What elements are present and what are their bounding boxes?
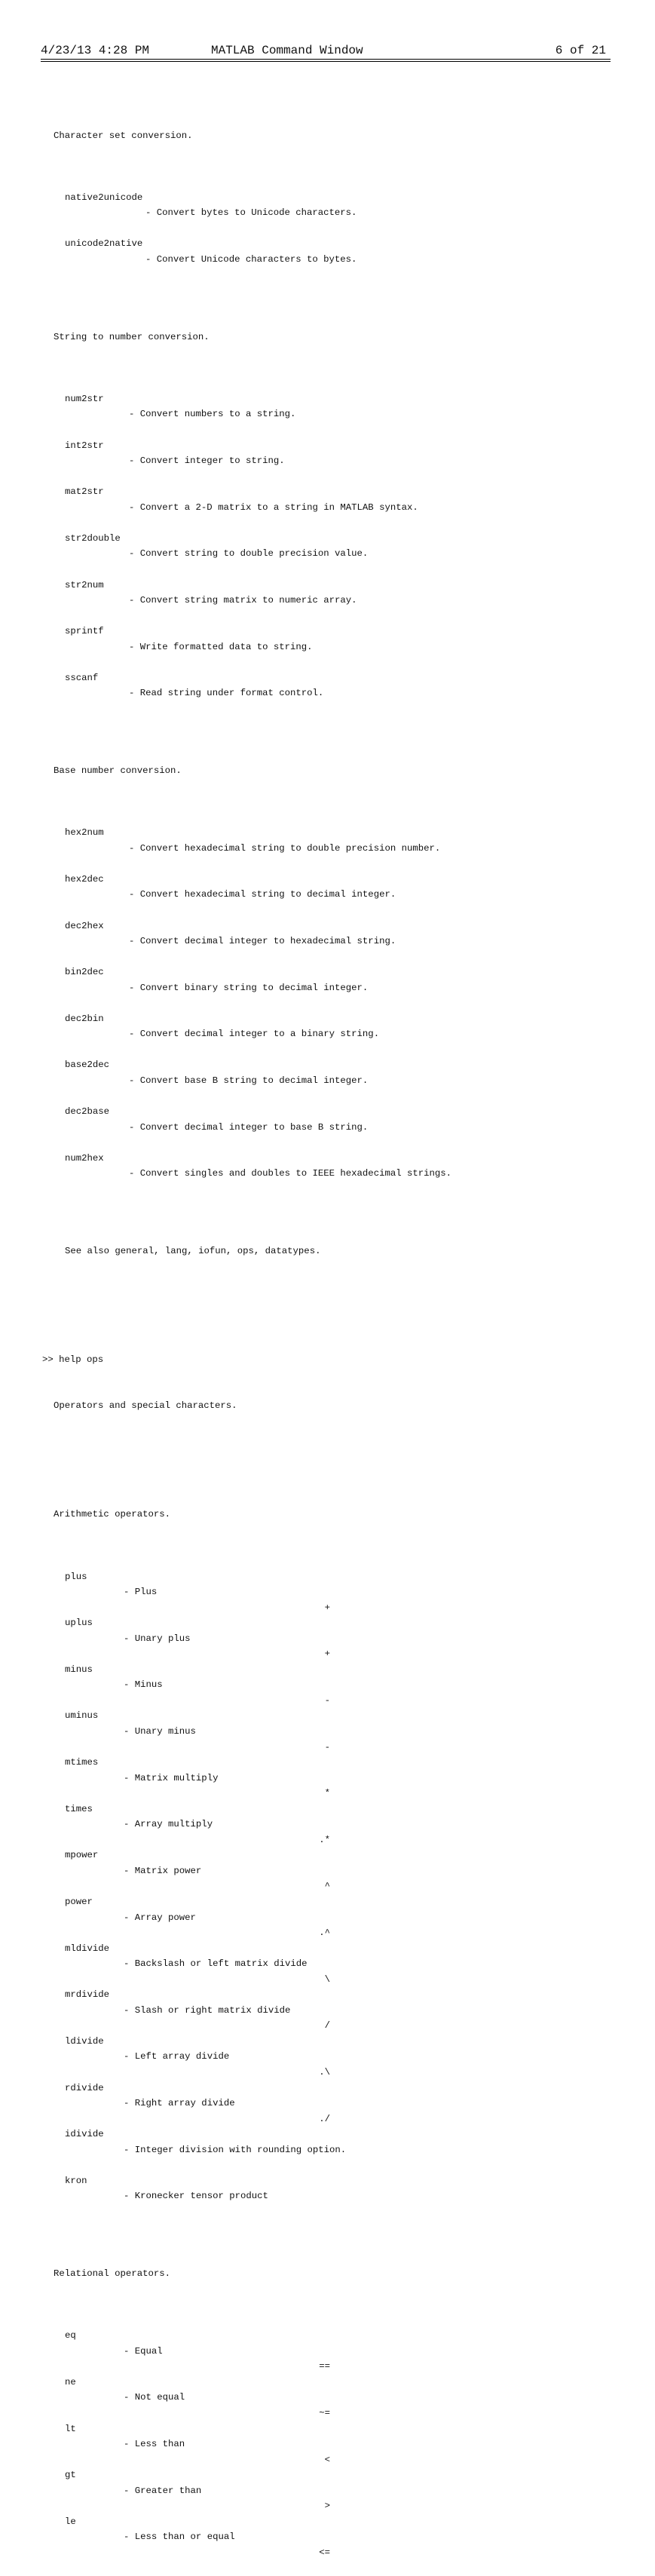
help-entry <box>0 856 655 900</box>
function-description: - Convert binary string to decimal integer. <box>129 982 369 993</box>
help-entry <box>0 1089 655 1133</box>
operator-entry <box>0 1972 655 2032</box>
operator-symbol: .\ <box>319 2067 330 2078</box>
function-description: - Unary plus <box>124 1633 191 1644</box>
function-name: ldivide <box>65 2035 104 2047</box>
operator-entry <box>0 1600 655 1660</box>
function-name: uminus <box>65 1710 99 1722</box>
function-description: - Convert hexadecimal string to double precision number. <box>129 842 441 854</box>
operator-entry <box>0 2111 655 2155</box>
function-name: minus <box>65 1664 93 1675</box>
function-name: native2unicode <box>65 192 143 203</box>
help-entry <box>0 422 655 467</box>
section-title-arithmetic: Arithmetic operators. <box>54 1509 170 1520</box>
operator-entry <box>0 1786 655 1845</box>
help-entry <box>0 810 655 854</box>
operator-entry <box>0 1832 655 1892</box>
function-description: - Less than or equal <box>124 2532 235 2543</box>
header-title: MATLAB Command Window <box>211 44 363 57</box>
function-description: - Read string under format control. <box>129 688 324 699</box>
function-name: str2double <box>65 532 121 544</box>
operator-symbol: \ <box>324 1973 330 1985</box>
operator-entry <box>0 2498 655 2558</box>
function-name: gt <box>65 2470 76 2481</box>
help-entry <box>0 655 655 699</box>
operator-symbol: / <box>324 2020 330 2032</box>
operator-entry <box>0 2452 655 2512</box>
operator-symbol: * <box>324 1788 330 1799</box>
blank-line <box>0 1445 655 1461</box>
help-entry <box>0 1135 655 1179</box>
function-name: idivide <box>65 2129 104 2140</box>
operator-entry <box>0 2313 655 2372</box>
function-name: plus <box>65 1571 87 1582</box>
operator-symbol: <= <box>319 2547 330 2558</box>
operator-symbol: .* <box>319 1834 330 1845</box>
ops-title: Operators and special characters. <box>54 1400 237 1412</box>
operator-entry <box>0 2065 655 2124</box>
section-title-charset: Character set conversion. <box>54 130 193 141</box>
function-name: sprintf <box>65 626 104 637</box>
command-prompt: >> help ops <box>42 1354 104 1365</box>
function-name: mldivide <box>65 1943 110 1954</box>
function-description: - Less than <box>124 2439 185 2450</box>
help-entry <box>0 609 655 652</box>
function-name: base2dec <box>65 1060 110 1071</box>
operator-symbol: - <box>324 1741 330 1753</box>
function-description: - Convert decimal integer to hexadecimal string. <box>129 936 396 947</box>
function-name: ne <box>65 2376 76 2387</box>
function-description: - Greater than <box>124 2485 202 2496</box>
function-description: - Kronecker tensor product <box>124 2191 268 2202</box>
function-name: num2hex <box>65 1152 104 1164</box>
operator-symbol: == <box>319 2361 330 2372</box>
blank-line <box>0 2204 655 2220</box>
function-description: - Convert string to double precision value. <box>129 548 369 560</box>
function-description: - Plus <box>124 1587 158 1598</box>
function-description: - Convert base B string to decimal integer. <box>129 1075 369 1086</box>
function-description: - Matrix multiply <box>124 1772 219 1783</box>
function-name: kron <box>65 2175 87 2186</box>
operator-symbol: + <box>324 1648 330 1660</box>
operator-entry <box>0 1740 655 1799</box>
help-entry <box>0 1042 655 1086</box>
function-description: - Convert hexadecimal string to decimal integer. <box>129 889 396 900</box>
help-entry <box>0 515 655 560</box>
help-entry <box>0 562 655 606</box>
function-description: - Convert decimal integer to a binary string. <box>129 1029 380 1040</box>
operator-entry <box>0 2359 655 2419</box>
function-name: dec2hex <box>65 920 104 931</box>
operator-symbol: + <box>324 1602 330 1613</box>
function-description: - Convert singles and doubles to IEEE hexadecimal strings. <box>129 1168 452 1179</box>
operator-entry <box>0 2157 655 2202</box>
function-description: - Array power <box>124 1912 196 1923</box>
function-description: - Slash or right matrix divide <box>124 2004 291 2016</box>
section-title-relational: Relational operators. <box>54 2268 170 2280</box>
operator-symbol: - <box>324 1694 330 1706</box>
help-entry <box>0 174 655 219</box>
header-date: 4/23/13 4:28 PM <box>41 44 150 57</box>
help-entry <box>0 949 655 993</box>
operator-symbol: ^ <box>324 1881 330 1892</box>
function-name: hex2num <box>65 827 104 839</box>
function-name: times <box>65 1803 93 1814</box>
function-name: num2str <box>65 393 104 404</box>
blank-line <box>0 1290 655 1306</box>
section-title-string-to-number: String to number conversion. <box>54 331 210 342</box>
function-description: - Minus <box>124 1679 163 1691</box>
function-description: - Convert string matrix to numeric array. <box>129 595 357 606</box>
function-description: - Backslash or left matrix divide <box>124 1958 308 1970</box>
operator-symbol: ./ <box>319 2113 330 2124</box>
function-description: - Integer division with rounding option. <box>124 2144 347 2155</box>
function-name: unicode2native <box>65 238 143 250</box>
function-name: mpower <box>65 1850 99 1861</box>
operator-entry <box>0 1925 655 1985</box>
function-name: le <box>65 2516 76 2527</box>
blank-line <box>0 1182 655 1198</box>
operator-symbol: > <box>324 2501 330 2512</box>
help-entry <box>0 903 655 947</box>
function-name: str2num <box>65 579 104 590</box>
function-description: - Not equal <box>124 2392 185 2403</box>
function-name: uplus <box>65 1618 93 1629</box>
function-description: - Convert integer to string. <box>129 455 285 467</box>
command-output <box>0 81 655 2558</box>
function-name: mat2str <box>65 486 104 498</box>
section-title-base-number: Base number conversion. <box>54 765 182 777</box>
function-name: lt <box>65 2423 76 2434</box>
function-name: dec2base <box>65 1106 110 1118</box>
function-description: - Left array divide <box>124 2051 230 2062</box>
operator-symbol: < <box>324 2454 330 2465</box>
function-description: - Matrix power <box>124 1865 202 1876</box>
function-description: - Equal <box>124 2345 163 2357</box>
function-description: - Write formatted data to string. <box>129 641 313 652</box>
function-name: hex2dec <box>65 873 104 885</box>
function-description: - Convert decimal integer to base B string. <box>129 1121 369 1133</box>
help-entry <box>0 221 655 265</box>
help-entry <box>0 376 655 420</box>
function-description: - Convert bytes to Unicode characters. <box>145 207 357 219</box>
operator-entry <box>0 1693 655 1753</box>
operator-symbol: ~= <box>319 2408 330 2419</box>
page-header <box>41 42 611 60</box>
function-name: power <box>65 1896 93 1907</box>
function-description: - Unary minus <box>124 1725 196 1737</box>
operator-entry <box>0 2406 655 2465</box>
operator-entry <box>0 1878 655 1939</box>
function-name: eq <box>65 2330 76 2341</box>
see-also: See also general, lang, iofun, ops, datatypes. <box>65 1246 321 1257</box>
function-description: - Right array divide <box>124 2098 235 2109</box>
help-entry <box>0 995 655 1040</box>
operator-entry <box>0 1646 655 1706</box>
function-name: sscanf <box>65 672 99 683</box>
function-name: mrdivide <box>65 1989 110 2001</box>
operator-symbol: .^ <box>319 1927 330 1939</box>
function-name: rdivide <box>65 2082 104 2093</box>
function-name: dec2bin <box>65 1013 104 1024</box>
function-name: bin2dec <box>65 967 104 978</box>
function-name: int2str <box>65 440 104 451</box>
blank-line <box>0 701 655 717</box>
function-name: mtimes <box>65 1757 99 1768</box>
operator-entry <box>0 2018 655 2078</box>
help-entry <box>0 469 655 513</box>
function-description: - Convert numbers to a string. <box>129 409 296 420</box>
blank-line <box>0 268 655 284</box>
function-description: - Convert Unicode characters to bytes. <box>145 254 357 265</box>
operator-entry <box>0 1553 655 1613</box>
header-page-number: 6 of 21 <box>555 44 606 57</box>
function-description: - Array multiply <box>124 1819 213 1830</box>
function-description: - Convert a 2-D matrix to a string in MATLAB syntax. <box>129 501 418 513</box>
